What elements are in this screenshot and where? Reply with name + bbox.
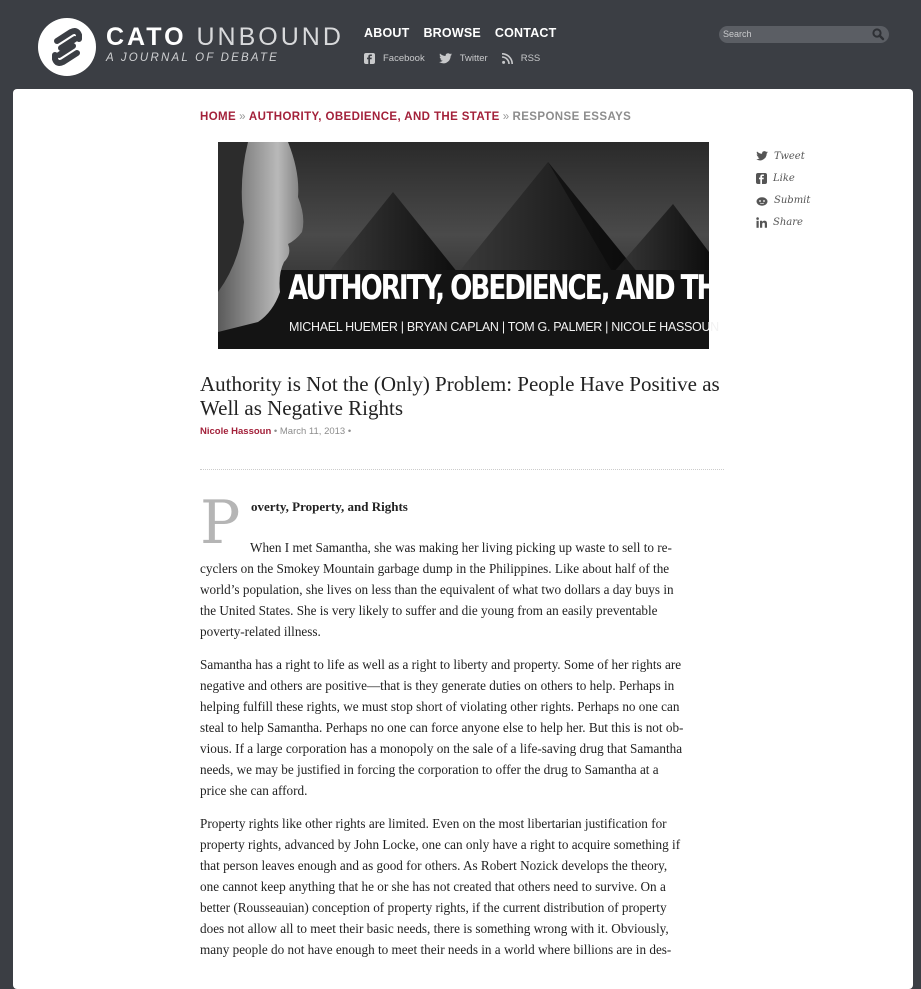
like-button[interactable] <box>756 167 810 189</box>
reddit-icon <box>756 195 768 206</box>
article-date: March 11, 2013 <box>279 426 346 437</box>
breadcrumb-home[interactable]: HOME <box>200 111 237 123</box>
linkedin-share-button[interactable] <box>756 211 810 233</box>
rss-icon <box>502 53 513 64</box>
submit-button[interactable] <box>756 189 810 211</box>
nav-about[interactable]: ABOUT <box>364 26 410 40</box>
text-line: better (Rousseauian) conception of property rights, if the current distribution of property <box>200 900 667 915</box>
social-links <box>364 53 540 64</box>
article-title: Authority is Not the (Only) Problem: People Have Positive as Well as Negative Rights <box>200 372 720 420</box>
rss-label: RSS <box>520 53 541 64</box>
submit-label: Submit <box>774 194 811 206</box>
article-byline: Nicole Hassoun • March 11, 2013 • <box>200 426 352 437</box>
text-line: Property rights like other rights are limited. Even on the most libertarian justification for <box>200 816 667 831</box>
text-line: one cannot keep anything that he or she has not created that others need to survive. On a <box>200 879 666 894</box>
rss-link[interactable] <box>502 53 541 64</box>
banner-title: AUTHORITY, OBEDIENCE, AND THE STATE <box>288 268 819 308</box>
text-line: helping fulfill these rights, we must stop short of violating other rights. Perhaps no one can <box>200 699 680 714</box>
facebook-icon <box>756 173 767 184</box>
brand-bold: CATO <box>106 23 187 51</box>
article-subhead: overty, Property, and Rights <box>251 499 408 514</box>
brand-light: UNBOUND <box>196 23 344 51</box>
banner-illustration <box>218 142 709 349</box>
search-input[interactable] <box>723 27 863 41</box>
twitter-label: Twitter <box>459 53 488 64</box>
search-icon[interactable] <box>872 28 884 40</box>
text-line: vious. If a large corporation has a monopoly on the sale of a life-saving drug that Samantha <box>200 741 683 756</box>
author-link[interactable]: Nicole Hassoun <box>200 426 272 437</box>
twitter-icon <box>439 53 452 64</box>
facebook-label: Facebook <box>383 53 425 64</box>
main-nav <box>364 26 556 40</box>
text-line: steal to help Samantha. Perhaps no one can force anyone else to help her. But this is not ob- <box>200 720 684 735</box>
text-line: When I met Samantha, she was making her living picking up waste to sell to re- <box>250 540 672 555</box>
text-line: needs, we may be justified in forcing the corporation to offer the drug to Samantha at a <box>200 762 659 777</box>
facebook-icon <box>364 53 375 64</box>
share-links <box>756 145 810 233</box>
breadcrumb-separator: » <box>239 111 246 123</box>
nav-browse[interactable]: BROWSE <box>423 26 481 40</box>
paragraph <box>200 537 726 642</box>
twitter-link[interactable] <box>439 53 488 64</box>
nav-contact[interactable]: CONTACT <box>494 26 557 40</box>
facebook-link[interactable] <box>364 53 425 64</box>
like-label: Like <box>773 172 795 184</box>
share-label: Share <box>773 216 803 228</box>
text-line: Samantha has a right to life as well as a right to liberty and property. Some of her rights are <box>200 657 682 672</box>
text-line: does not allow all to meet their basic needs, there is something wrong with it. Obviously, <box>200 921 669 936</box>
text-line: negative and others are positive—that is they generate duties on others to help. Perhaps in <box>200 678 675 693</box>
breadcrumb <box>200 111 631 123</box>
text-line: property rights, advanced by John Locke, one can only have a right to acquire something if <box>200 837 681 852</box>
banner-authors: MICHAEL HUEMER | BRYAN CAPLAN | TOM G. PALMER | NICOLE HASSOUN <box>289 320 719 334</box>
paragraph <box>200 654 726 801</box>
text-line: world’s population, she lives on less than the equivalent of what two dollars a day buys in <box>200 582 674 597</box>
text-line: that person leaves enough and as good for others. As Robert Nozick develops the theory, <box>200 858 668 873</box>
breadcrumb-separator: » <box>502 111 510 123</box>
content-panel <box>13 89 913 989</box>
breadcrumb-section[interactable]: AUTHORITY, OBEDIENCE, AND THE STATE <box>248 111 500 123</box>
cato-logo-icon[interactable] <box>37 17 97 77</box>
brand-tagline: A JOURNAL OF DEBATE <box>106 52 280 64</box>
divider <box>200 469 724 470</box>
brand-name[interactable] <box>106 23 344 51</box>
text-line: cyclers on the Smokey Mountain garbage dump in the Philippines. Like about half of the <box>200 561 670 576</box>
paragraph <box>200 813 726 960</box>
text-line: many people do not have enough to meet their needs in a world where billions are in des- <box>200 942 672 957</box>
site-header <box>0 0 921 89</box>
text-line: the United States. She is very likely to suffer and die young from an easily preventable <box>200 603 658 618</box>
dropcap: P <box>200 488 241 558</box>
text-line: price she can afford. <box>200 783 308 798</box>
tweet-button[interactable] <box>756 145 810 167</box>
breadcrumb-current: RESPONSE ESSAYS <box>512 111 632 123</box>
text-line: poverty-related illness. <box>200 624 321 639</box>
search-box <box>719 26 889 43</box>
tweet-label: Tweet <box>774 150 805 162</box>
twitter-icon <box>756 151 768 161</box>
linkedin-icon <box>756 217 767 228</box>
